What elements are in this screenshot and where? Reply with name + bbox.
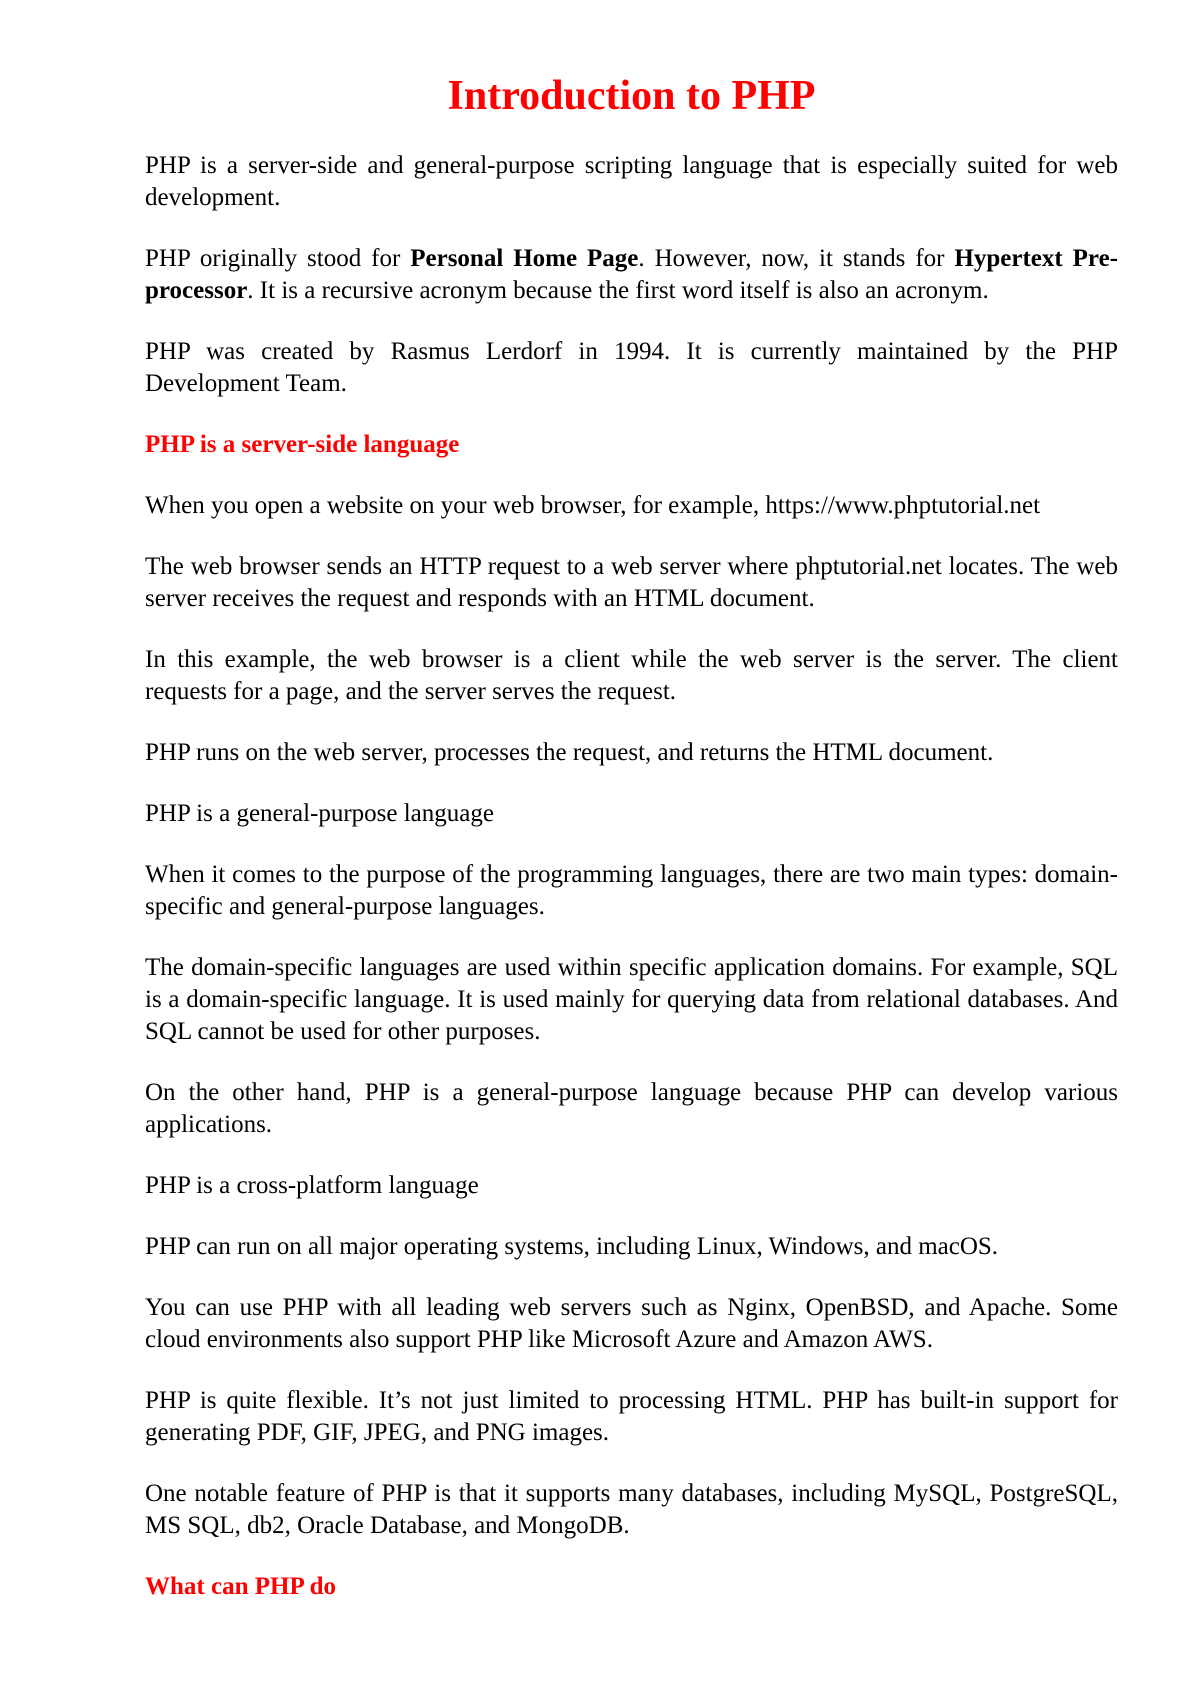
paragraph-intro: PHP is a server-side and general-purpose scripting language that is especially suited for web development. — [145, 152, 1118, 211]
paragraph-open-website: When you open a website on your web browser, for example, https://www.phptutorial.net — [145, 492, 1041, 519]
paragraph-general-purpose: On the other hand, PHP is a general-purpose language because PHP can develop various applications. — [145, 1079, 1118, 1138]
document-page — [145, 70, 1118, 1632]
paragraph-php-runs: PHP runs on the web server, processes the request, and returns the HTML document. — [145, 739, 994, 766]
paragraph-language-types: When it comes to the purpose of the programming languages, there are two main types: domain-specific and general-purpose languages. — [145, 861, 1118, 920]
paragraph-operating-systems: PHP can run on all major operating systems, including Linux, Windows, and macOS. — [145, 1233, 999, 1260]
heading-server-side: PHP is a server-side language — [145, 431, 460, 458]
heading-what-can-php-do: What can PHP do — [145, 1573, 336, 1600]
acronym-hypertext-preprocessor: Hypertext Pre-processor — [145, 245, 1118, 304]
paragraph-history: PHP was created by Rasmus Lerdorf in 1994. It is currently maintained by the PHP Development Team. — [145, 338, 1118, 397]
paragraph-http-request: The web browser sends an HTTP request to a web server where phptutorial.net locates. The web server receives the request and responds with an HTML document. — [145, 553, 1118, 612]
paragraph-web-servers: You can use PHP with all leading web servers such as Nginx, OpenBSD, and Apache. Some cloud environments also support PHP like Microsoft Azure and Amazon AWS. — [145, 1294, 1118, 1353]
acronym-text-2: . However, now, it stands for — [638, 245, 955, 272]
paragraph-general-purpose-title: PHP is a general-purpose language — [145, 800, 494, 827]
paragraph-client-server: In this example, the web browser is a client while the web server is the server. The client requests for a page, and the server serves the request. — [145, 646, 1118, 705]
paragraph-acronym — [145, 243, 1118, 307]
acronym-text-3: . It is a recursive acronym because the first word itself is also an acronym. — [247, 277, 989, 304]
document-title: Introduction to PHP — [447, 73, 816, 119]
paragraph-cross-platform-title: PHP is a cross-platform language — [145, 1172, 479, 1199]
paragraph-databases: One notable feature of PHP is that it supports many databases, including MySQL, PostgreSQL, MS SQL, db2, Oracle Database, and MongoDB. — [145, 1480, 1118, 1539]
paragraph-domain-specific: The domain-specific languages are used within specific application domains. For example, SQL is a domain-specific language. It is used mainly for querying data from relational databases. And SQL cannot be used for other purposes. — [145, 954, 1118, 1045]
acronym-personal-home-page: Personal Home Page — [410, 245, 639, 272]
paragraph-flexible: PHP is quite flexible. It’s not just limited to processing HTML. PHP has built-in support for generating PDF, GIF, JPEG, and PNG images. — [145, 1387, 1118, 1446]
acronym-text-1: PHP originally stood for — [145, 245, 411, 272]
